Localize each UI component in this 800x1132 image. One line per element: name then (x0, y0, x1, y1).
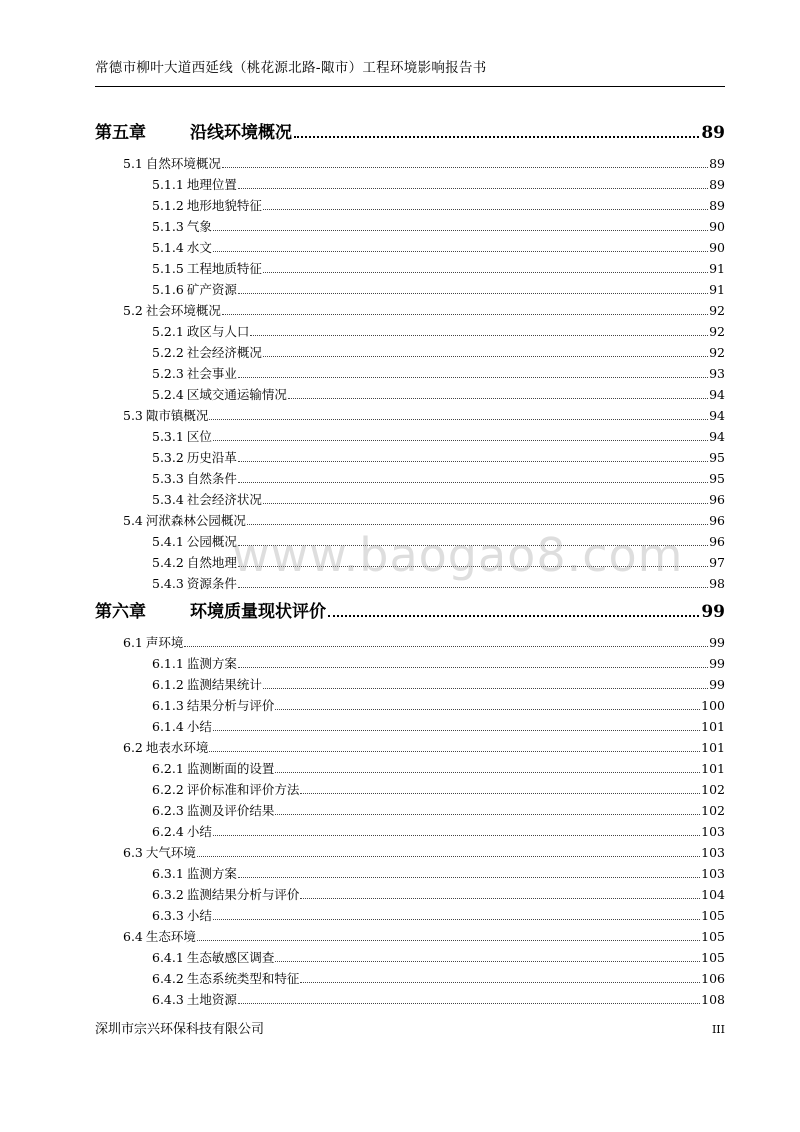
dot-leader (300, 982, 700, 983)
entry-title: 陬市镇概况 (145, 408, 209, 423)
entry-number: 5.2.1 (152, 324, 184, 339)
entry-number: 6.3.2 (152, 887, 184, 902)
entry-title: 社会经济状况 (186, 492, 262, 507)
entry-page: 96 (709, 513, 725, 528)
entry-title: 小结 (186, 719, 212, 734)
dot-leader (275, 709, 700, 710)
toc-section[interactable] (95, 511, 725, 532)
dot-leader (238, 188, 708, 189)
entry-number: 6.1 (123, 635, 143, 650)
dot-leader (238, 377, 708, 378)
document-header: 常德市柳叶大道西延线（桃花源北路-陬市）工程环境影响报告书 (95, 60, 487, 76)
entry-page: 91 (709, 261, 725, 276)
entry-page: 101 (701, 740, 725, 755)
entry-title: 生态环境 (145, 929, 196, 944)
toc-subsection[interactable] (95, 780, 725, 801)
entry-number: 6.2 (123, 740, 143, 755)
toc-chapter[interactable] (95, 118, 725, 154)
chapter-number: 第五章 (95, 123, 146, 143)
toc-subsection[interactable] (95, 801, 725, 822)
entry-title: 结果分析与评价 (186, 698, 275, 713)
dot-leader (209, 419, 708, 420)
entry-title: 监测结果统计 (186, 677, 262, 692)
entry-page: 89 (709, 177, 725, 192)
entry-number: 6.4.3 (152, 992, 184, 1007)
toc-subsection[interactable] (95, 822, 725, 843)
entry-title: 矿产资源 (186, 282, 237, 297)
entry-number: 5.4.3 (152, 576, 184, 591)
entry-title: 公园概况 (186, 534, 237, 549)
entry-page: 96 (709, 492, 725, 507)
entry-number: 5.4.2 (152, 555, 184, 570)
toc-subsection[interactable] (95, 490, 725, 511)
toc-section[interactable] (95, 301, 725, 322)
entry-title: 监测方案 (186, 656, 237, 671)
entry-page: 98 (709, 576, 725, 591)
entry-page: 93 (709, 366, 725, 381)
entry-title: 工程地质特征 (186, 261, 262, 276)
toc-subsection[interactable] (95, 717, 725, 738)
entry-title: 监测方案 (186, 866, 237, 881)
dot-leader (250, 335, 708, 336)
entry-title: 监测断面的设置 (186, 761, 275, 776)
entry-number: 5.1.2 (152, 198, 184, 213)
entry-title: 社会环境概况 (145, 303, 221, 318)
entry-page: 99 (709, 677, 725, 692)
entry-number: 5.4 (123, 513, 143, 528)
dot-leader (222, 167, 708, 168)
dot-leader (209, 751, 700, 752)
dot-leader (275, 961, 700, 962)
dot-leader (213, 230, 708, 231)
chapter-page: 99 (701, 602, 725, 622)
entry-page: 97 (709, 555, 725, 570)
entry-title: 区位 (186, 429, 212, 444)
entry-number: 5.3.1 (152, 429, 184, 444)
toc-section[interactable] (95, 927, 725, 948)
dot-leader (288, 398, 708, 399)
dot-leader (197, 856, 700, 857)
entry-title: 自然环境概况 (145, 156, 221, 171)
header-rule (95, 86, 725, 87)
entry-page: 90 (709, 240, 725, 255)
entry-page: 106 (701, 971, 725, 986)
entry-number: 6.3.3 (152, 908, 184, 923)
dot-leader (213, 251, 708, 252)
entry-page: 99 (709, 656, 725, 671)
dot-leader (275, 814, 700, 815)
entry-title: 地理位置 (186, 177, 237, 192)
entry-title: 自然条件 (186, 471, 237, 486)
entry-title: 社会经济概况 (186, 345, 262, 360)
entry-title: 小结 (186, 908, 212, 923)
toc-subsection[interactable] (95, 906, 725, 927)
toc-subsection[interactable] (95, 322, 725, 343)
toc-subsection[interactable] (95, 654, 725, 675)
toc-subsection[interactable] (95, 280, 725, 301)
entry-title: 土地资源 (186, 992, 237, 1007)
toc-subsection[interactable] (95, 759, 725, 780)
entry-title: 监测结果分析与评价 (186, 887, 300, 902)
dot-leader (238, 1003, 700, 1004)
entry-title: 气象 (186, 219, 212, 234)
entry-number: 6.4.1 (152, 950, 184, 965)
dot-leader (213, 919, 700, 920)
entry-number: 6.2.3 (152, 803, 184, 818)
watermark: www.baogao8.com (232, 528, 684, 582)
chapter-number: 第六章 (95, 602, 146, 622)
entry-number: 5.2.2 (152, 345, 184, 360)
toc-subsection[interactable] (95, 175, 725, 196)
entry-title: 政区与人口 (186, 324, 250, 339)
entry-number: 6.3 (123, 845, 143, 860)
entry-title: 生态敏感区调查 (186, 950, 275, 965)
entry-number: 6.4 (123, 929, 143, 944)
toc-subsection[interactable] (95, 948, 725, 969)
entry-page: 105 (701, 950, 725, 965)
entry-title: 历史沿革 (186, 450, 237, 465)
dot-leader (263, 356, 708, 357)
entry-title: 声环境 (145, 635, 184, 650)
toc-subsection[interactable] (95, 427, 725, 448)
entry-page: 108 (701, 992, 725, 1007)
dot-leader (222, 314, 708, 315)
dot-leader (213, 730, 700, 731)
entry-title: 地形地貌特征 (186, 198, 262, 213)
entry-page: 104 (701, 887, 725, 902)
toc-subsection[interactable] (95, 217, 725, 238)
dot-leader (263, 503, 708, 504)
dot-leader (238, 566, 708, 567)
toc-subsection[interactable] (95, 196, 725, 217)
entry-number: 5.1.4 (152, 240, 184, 255)
entry-number: 5.2.4 (152, 387, 184, 402)
entry-number: 5.1.3 (152, 219, 184, 234)
entry-page: 94 (709, 429, 725, 444)
dot-leader (238, 877, 700, 878)
dot-leader (275, 772, 700, 773)
entry-page: 94 (709, 387, 725, 402)
dot-leader (184, 646, 708, 647)
chapter-page: 89 (701, 123, 725, 143)
entry-page: 105 (701, 908, 725, 923)
toc-subsection[interactable] (95, 259, 725, 280)
entry-page: 94 (709, 408, 725, 423)
dot-leader (300, 898, 700, 899)
dot-leader (213, 440, 708, 441)
entry-page: 90 (709, 219, 725, 234)
toc-subsection[interactable] (95, 574, 725, 595)
dot-leader (328, 615, 699, 617)
dot-leader (238, 587, 708, 588)
entry-number: 5.1.6 (152, 282, 184, 297)
dot-leader (238, 482, 708, 483)
toc-subsection[interactable] (95, 364, 725, 385)
entry-number: 6.2.4 (152, 824, 184, 839)
dot-leader (238, 461, 708, 462)
entry-number: 5.3.4 (152, 492, 184, 507)
toc-subsection[interactable] (95, 553, 725, 574)
toc-section[interactable] (95, 406, 725, 427)
toc-section[interactable] (95, 738, 725, 759)
toc-subsection[interactable] (95, 885, 725, 906)
entry-number: 5.2 (123, 303, 143, 318)
toc-section[interactable] (95, 154, 725, 175)
entry-number: 5.4.1 (152, 534, 184, 549)
entry-page: 103 (701, 845, 725, 860)
entry-title: 大气环境 (145, 845, 196, 860)
entry-page: 95 (709, 450, 725, 465)
toc-subsection[interactable] (95, 469, 725, 490)
toc-subsection[interactable] (95, 343, 725, 364)
entry-page: 103 (701, 824, 725, 839)
toc-subsection[interactable] (95, 675, 725, 696)
dot-leader (197, 940, 700, 941)
entry-title: 自然地理 (186, 555, 237, 570)
dot-leader (263, 209, 708, 210)
entry-title: 监测及评价结果 (186, 803, 275, 818)
entry-page: 102 (701, 803, 725, 818)
entry-number: 5.3.2 (152, 450, 184, 465)
document-footer (95, 1018, 725, 1037)
entry-number: 5.3.3 (152, 471, 184, 486)
table-of-contents (95, 118, 725, 1011)
footer-company: 深圳市宗兴环保科技有限公司 (95, 1022, 265, 1037)
dot-leader (263, 688, 708, 689)
entry-number: 5.1.5 (152, 261, 184, 276)
toc-subsection[interactable] (95, 448, 725, 469)
toc-section[interactable] (95, 843, 725, 864)
dot-leader (238, 545, 708, 546)
entry-page: 96 (709, 534, 725, 549)
toc-subsection[interactable] (95, 696, 725, 717)
entry-page: 89 (709, 198, 725, 213)
chapter-title: 沿线环境概况 (190, 123, 292, 143)
entry-page: 91 (709, 282, 725, 297)
entry-number: 5.1.1 (152, 177, 184, 192)
entry-page: 89 (709, 156, 725, 171)
dot-leader (213, 835, 700, 836)
entry-page: 102 (701, 782, 725, 797)
dot-leader (263, 272, 708, 273)
dot-leader (294, 136, 699, 138)
dot-leader (300, 793, 700, 794)
entry-page: 103 (701, 866, 725, 881)
entry-page: 95 (709, 471, 725, 486)
entry-page: 99 (709, 635, 725, 650)
entry-title: 资源条件 (186, 576, 237, 591)
entry-number: 6.3.1 (152, 866, 184, 881)
entry-page: 101 (701, 719, 725, 734)
dot-leader (238, 667, 708, 668)
toc-subsection[interactable] (95, 532, 725, 553)
entry-number: 6.1.2 (152, 677, 184, 692)
toc-chapter[interactable] (95, 597, 725, 633)
entry-number: 6.4.2 (152, 971, 184, 986)
entry-title: 地表水环境 (145, 740, 209, 755)
entry-title: 水文 (186, 240, 212, 255)
dot-leader (238, 293, 708, 294)
entry-page: 105 (701, 929, 725, 944)
entry-number: 6.2.2 (152, 782, 184, 797)
entry-number: 6.1.3 (152, 698, 184, 713)
toc-subsection[interactable] (95, 864, 725, 885)
entry-page: 92 (709, 324, 725, 339)
entry-page: 101 (701, 761, 725, 776)
entry-number: 6.2.1 (152, 761, 184, 776)
entry-title: 生态系统类型和特征 (186, 971, 300, 986)
toc-subsection[interactable] (95, 238, 725, 259)
entry-page: 92 (709, 345, 725, 360)
entry-number: 5.3 (123, 408, 143, 423)
entry-title: 小结 (186, 824, 212, 839)
footer-page-number: III (711, 1023, 725, 1036)
chapter-title: 环境质量现状评价 (190, 602, 326, 622)
dot-leader (247, 524, 708, 525)
toc-subsection[interactable] (95, 990, 725, 1011)
entry-number: 6.1.4 (152, 719, 184, 734)
entry-title: 区域交通运输情况 (186, 387, 287, 402)
entry-page: 92 (709, 303, 725, 318)
toc-subsection[interactable] (95, 969, 725, 990)
entry-number: 6.1.1 (152, 656, 184, 671)
entry-number: 5.1 (123, 156, 143, 171)
entry-title: 评价标准和评价方法 (186, 782, 300, 797)
entry-title: 河洑森林公园概况 (145, 513, 246, 528)
entry-number: 5.2.3 (152, 366, 184, 381)
toc-section[interactable] (95, 633, 725, 654)
toc-subsection[interactable] (95, 385, 725, 406)
entry-page: 100 (701, 698, 725, 713)
entry-title: 社会事业 (186, 366, 237, 381)
